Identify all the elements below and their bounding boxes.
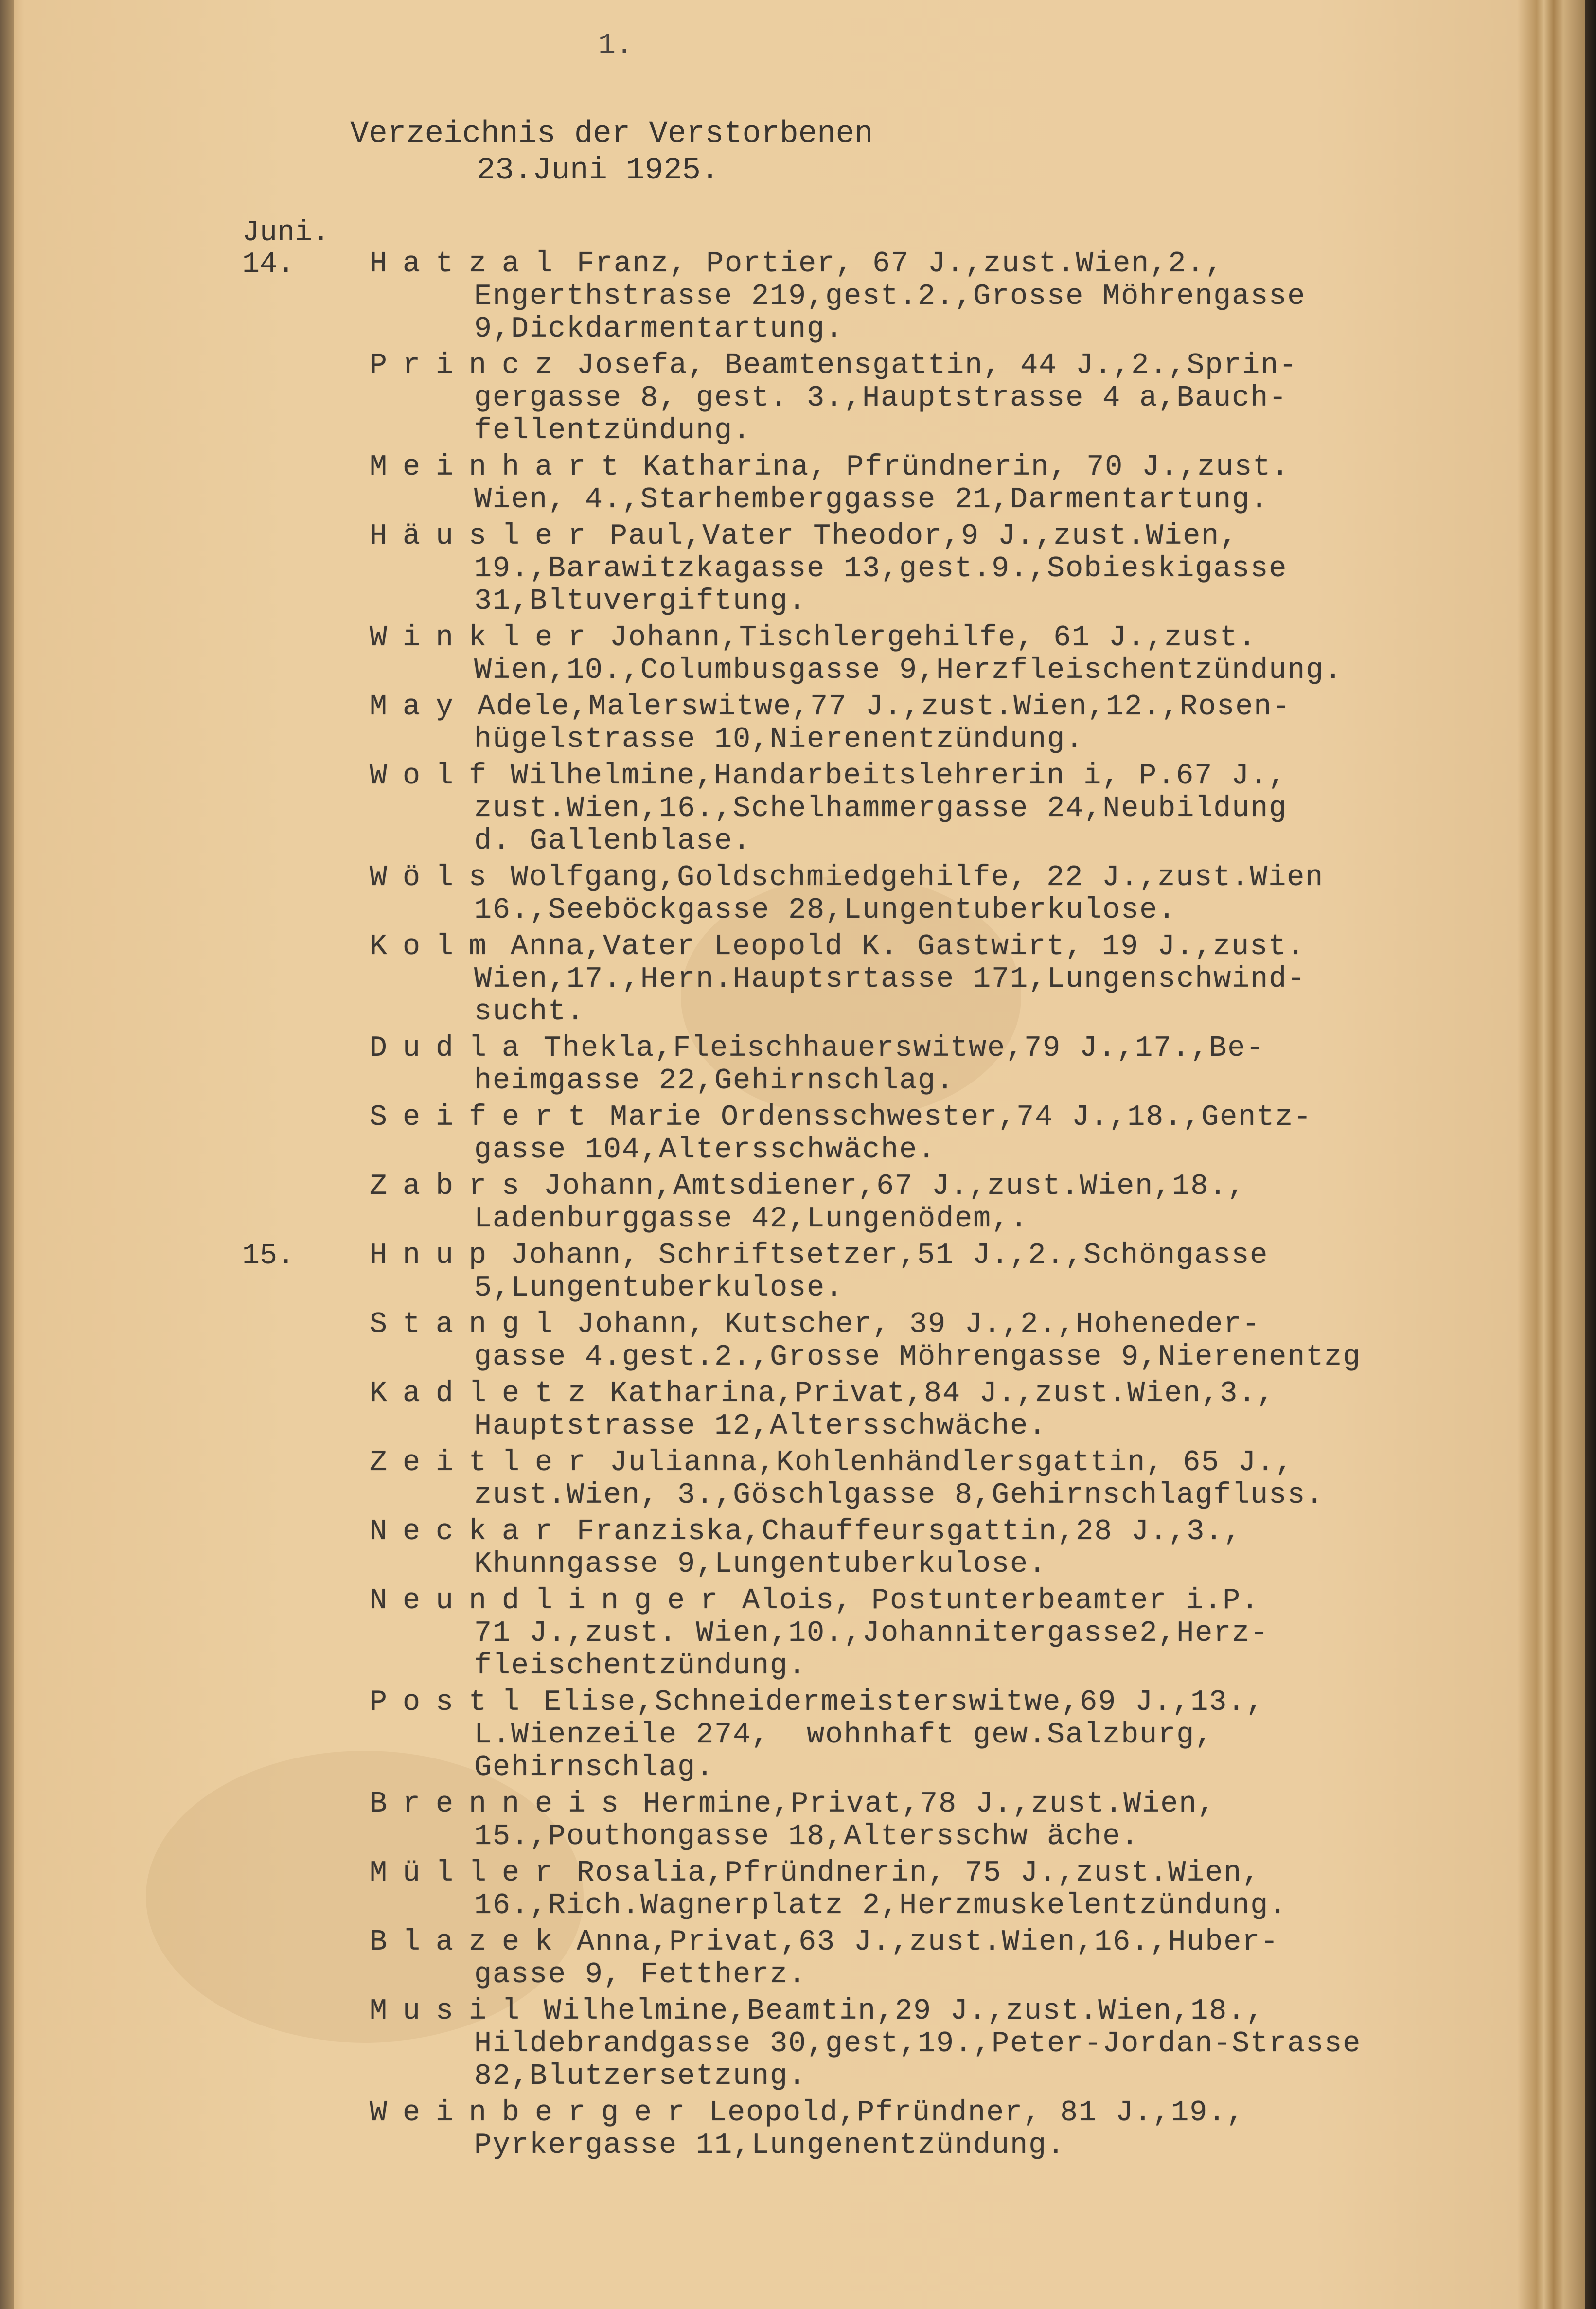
register-entry-first-line	[370, 520, 1238, 552]
entry-text: fleischentzündung.	[474, 1650, 807, 1683]
register-entry-continuation	[474, 1548, 1047, 1581]
register-entry-first-line	[370, 1926, 1279, 1958]
entry-text: 71 J.,zust. Wien,10.,Johannitergasse2,Herz-	[474, 1617, 1269, 1650]
entry-text: zust.Wien, 3.,Göschlgasse 8,Gehirnschlagfluss.	[474, 1479, 1325, 1512]
entry-text: 82,Blutzersetzung.	[474, 2060, 807, 2093]
entry-text: Rosalia,Pfründnerin, 75 J.,zust.Wien,	[577, 1857, 1261, 1890]
entry-text: 16.,Seeböckgasse 28,Lungentuberkulose.	[474, 894, 1177, 927]
register-entry-first-line	[370, 1240, 1268, 1272]
register-entry-continuation	[474, 586, 807, 618]
entry-text: Wien,10.,Columbusgasse 9,Herzfleischentzündung.	[474, 654, 1343, 687]
surname: Musil	[370, 1995, 535, 2028]
register-entry-continuation	[474, 484, 1269, 516]
entry-text: Hauptstrasse 12,Altersschwäche.	[474, 1410, 1047, 1443]
entry-text: Adele,Malerswitwe,77 J.,zust.Wien,12.,Rosen-	[478, 691, 1291, 724]
surname: Blazek	[370, 1926, 568, 1959]
register-entry-continuation	[474, 1752, 714, 1784]
surname: May	[370, 691, 469, 724]
surname: Neckar	[370, 1515, 568, 1548]
register-entry-first-line	[370, 248, 1224, 280]
register-entry-first-line	[370, 350, 1297, 382]
surname: Hnup	[370, 1239, 502, 1272]
day-label: 15.	[242, 1240, 295, 1273]
entry-text: heimgasse 22,Gehirnschlag.	[474, 1065, 955, 1098]
register-entry-continuation	[474, 313, 844, 345]
entry-text: Josefa, Beamtensgattin, 44 J.,2.,Sprin-	[577, 349, 1298, 382]
register-entry-continuation	[474, 281, 1306, 313]
register-entry-first-line	[370, 1788, 1216, 1820]
register-entry-continuation	[474, 1890, 1287, 1922]
entry-text: Marie Ordensschwester,74 J.,18.,Gentz-	[610, 1101, 1312, 1134]
entry-text: Gehirnschlag.	[474, 1751, 715, 1784]
entry-text: gasse 9, Fettherz.	[474, 1958, 807, 1991]
register-entry-continuation	[474, 1203, 1029, 1235]
register-entry-first-line	[370, 760, 1287, 792]
entry-text: Franz, Portier, 67 J.,zust.Wien,2.,	[577, 248, 1224, 281]
binding-edge	[1585, 0, 1596, 2309]
register-entry-continuation	[474, 1959, 807, 1991]
entry-text: Leopold,Pfründner, 81 J.,19.,	[709, 2096, 1245, 2130]
entry-text: Wien, 4.,Starhemberggasse 21,Darmentartung.	[474, 483, 1269, 516]
surname: Wöls	[370, 861, 502, 894]
register-entry-continuation	[474, 1134, 936, 1166]
register-entry-continuation	[474, 1272, 844, 1304]
surname: Seifert	[370, 1101, 602, 1134]
register-entry-first-line	[370, 1032, 1264, 1065]
register-entry-first-line	[370, 1309, 1260, 1341]
surname: Zabrs	[370, 1170, 535, 1203]
register-entry-first-line	[370, 1378, 1275, 1410]
register-entry-continuation	[474, 1617, 1269, 1650]
entry-text: Johann,Amtsdiener,67 J.,zust.Wien,18.,	[544, 1170, 1246, 1203]
register-entry-first-line	[370, 1857, 1260, 1889]
surname: Kolm	[370, 930, 502, 963]
surname: Neundlinger	[370, 1584, 734, 1617]
month-label: Juni.	[242, 216, 330, 249]
entry-text: 31,Bltuvergiftung.	[474, 585, 807, 618]
register-entry-continuation	[474, 1719, 1213, 1751]
entry-text: Engerthstrasse 219,gest.2.,Grosse Möhrengasse	[474, 280, 1306, 313]
register-entry-continuation	[474, 655, 1343, 687]
entry-text: Katharina, Pfründnerin, 70 J.,zust.	[643, 451, 1290, 484]
register-entry-first-line	[370, 1516, 1242, 1548]
entry-text: 5,Lungentuberkulose.	[474, 1272, 844, 1305]
entry-text: fellentzündung.	[474, 414, 752, 447]
register-entry-first-line	[370, 931, 1305, 963]
surname: Postl	[370, 1686, 535, 1719]
entry-text: Khunngasse 9,Lungentuberkulose.	[474, 1548, 1047, 1581]
register-entry-continuation	[474, 1650, 807, 1682]
register-entry-first-line	[370, 622, 1257, 654]
register-entry-continuation	[474, 963, 1306, 995]
entry-text: Julianna,Kohlenhändlersgattin, 65 J.,	[610, 1446, 1294, 1479]
entry-text: Paul,Vater Theodor,9 J.,zust.Wien,	[610, 520, 1239, 553]
document-date: 23.Juni 1925.	[477, 153, 720, 188]
entry-text: Thekla,Fleischhauerswitwe,79 J.,17.,Be-	[544, 1032, 1265, 1065]
register-entry-continuation	[474, 415, 751, 447]
entry-text: Anna,Vater Leopold K. Gastwirt, 19 J.,zust.	[511, 930, 1306, 963]
entry-text: Johann, Schriftsetzer,51 J.,2.,Schöngasse	[511, 1239, 1269, 1272]
register-entry-continuation	[474, 2028, 1361, 2060]
entry-text: Johann, Kutscher, 39 J.,2.,Hoheneder-	[577, 1308, 1261, 1341]
surname: Müller	[370, 1857, 568, 1890]
surname: Stangl	[370, 1308, 568, 1341]
surname: Weinberger	[370, 2096, 701, 2130]
surname: Meinhart	[370, 451, 635, 484]
entry-text: Alois, Postunterbeamter i.P.	[742, 1584, 1260, 1617]
register-entry-continuation	[474, 894, 1176, 926]
entry-text: sucht.	[474, 995, 585, 1029]
register-entry-first-line	[370, 1171, 1246, 1203]
register-entry-continuation	[474, 724, 1084, 756]
register-entry-first-line	[370, 1447, 1294, 1479]
register-entry-continuation	[474, 2130, 1065, 2162]
register-entry-continuation	[474, 1065, 955, 1097]
entry-text: gasse 4.gest.2.,Grosse Möhrengasse 9,Nierenentzg	[474, 1341, 1362, 1374]
register-entry-first-line	[370, 2097, 1245, 2129]
surname: Zeitler	[370, 1446, 602, 1479]
surname: Princz	[370, 349, 568, 382]
register-entry-continuation	[474, 793, 1287, 825]
entry-text: Elise,Schneidermeisterswitwe,69 J.,13.,	[544, 1686, 1265, 1719]
register-entry-continuation	[474, 825, 751, 857]
register-entry-first-line	[370, 1995, 1264, 2027]
entry-text: zust.Wien,16.,Schelhammergasse 24,Neubildung	[474, 792, 1288, 825]
entry-text: Wien,17.,Hern.Hauptsrtasse 171,Lungenschwind-	[474, 963, 1306, 996]
register-entry-continuation	[474, 553, 1287, 585]
entry-text: Wilhelmine,Beamtin,29 J.,zust.Wien,18.,	[544, 1995, 1265, 2028]
entry-text: Franziska,Chauffeursgattin,28 J.,3.,	[577, 1515, 1242, 1548]
entry-text: Johann,Tischlergehilfe, 61 J.,zust.	[610, 622, 1257, 655]
register-entry-first-line	[370, 862, 1324, 894]
entry-text: L.Wienzeile 274, wohnhaft gew.Salzburg,	[474, 1719, 1214, 1752]
register-entry-continuation	[474, 1410, 1047, 1442]
surname: Dudla	[370, 1032, 535, 1065]
register-entry-continuation	[474, 382, 1287, 414]
register-entry-first-line	[370, 1585, 1259, 1617]
surname: Wolf	[370, 760, 502, 793]
register-entry-continuation	[474, 1341, 1361, 1373]
register-entry-continuation	[474, 2060, 807, 2093]
surname: Häusler	[370, 520, 602, 553]
entry-text: Hildebrandgasse 30,gest,19.,Peter-Jordan-Strasse	[474, 2027, 1362, 2060]
entry-text: Ladenburggasse 42,Lungenödem,.	[474, 1203, 1029, 1236]
surname: Brenneis	[370, 1788, 635, 1821]
entry-text: 16.,Rich.Wagnerplatz 2,Herzmuskelentzündung.	[474, 1889, 1288, 1922]
surname: Winkler	[370, 622, 602, 655]
register-entry-first-line	[370, 1687, 1264, 1719]
scan-left-edge	[0, 0, 14, 2309]
entry-text: Wolfgang,Goldschmiedgehilfe, 22 J.,zust.Wien	[511, 861, 1324, 894]
day-label: 14.	[242, 248, 295, 281]
document-title: Verzeichnis der Verstorbenen	[350, 117, 873, 152]
register-entry-first-line	[370, 451, 1290, 483]
register-entry-first-line	[370, 1101, 1312, 1134]
entry-text: hügelstrasse 10,Nierenentzündung.	[474, 723, 1084, 756]
entry-text: d. Gallenblase.	[474, 825, 752, 858]
page-number: 1.	[598, 29, 634, 62]
entry-text: Wilhelmine,Handarbeitslehrerin i, P.67 J.,	[511, 760, 1287, 793]
register-entry-continuation	[474, 1821, 1139, 1853]
entry-text: 15.,Pouthongasse 18,Altersschw äche.	[474, 1820, 1140, 1853]
entry-text: gasse 104,Altersschwäche.	[474, 1134, 937, 1167]
register-entry-continuation	[474, 1479, 1324, 1511]
entry-text: 19.,Barawitzkagasse 13,gest.9.,Sobieskigasse	[474, 552, 1288, 586]
entry-text: Hermine,Privat,78 J.,zust.Wien,	[643, 1788, 1216, 1821]
surname: Hatzal	[370, 248, 568, 281]
entry-text: Pyrkergasse 11,Lungenentzündung.	[474, 2129, 1066, 2162]
register-entry-continuation	[474, 996, 585, 1028]
entry-text: Katharina,Privat,84 J.,zust.Wien,3.,	[610, 1377, 1276, 1410]
entry-text: 9,Dickdarmentartung.	[474, 313, 844, 346]
register-entry-first-line	[370, 691, 1291, 723]
entry-text: Anna,Privat,63 J.,zust.Wien,16.,Huber-	[577, 1926, 1279, 1959]
surname: Kadletz	[370, 1377, 602, 1410]
entry-text: gergasse 8, gest. 3.,Hauptstrasse 4 a,Bauch-	[474, 382, 1288, 415]
